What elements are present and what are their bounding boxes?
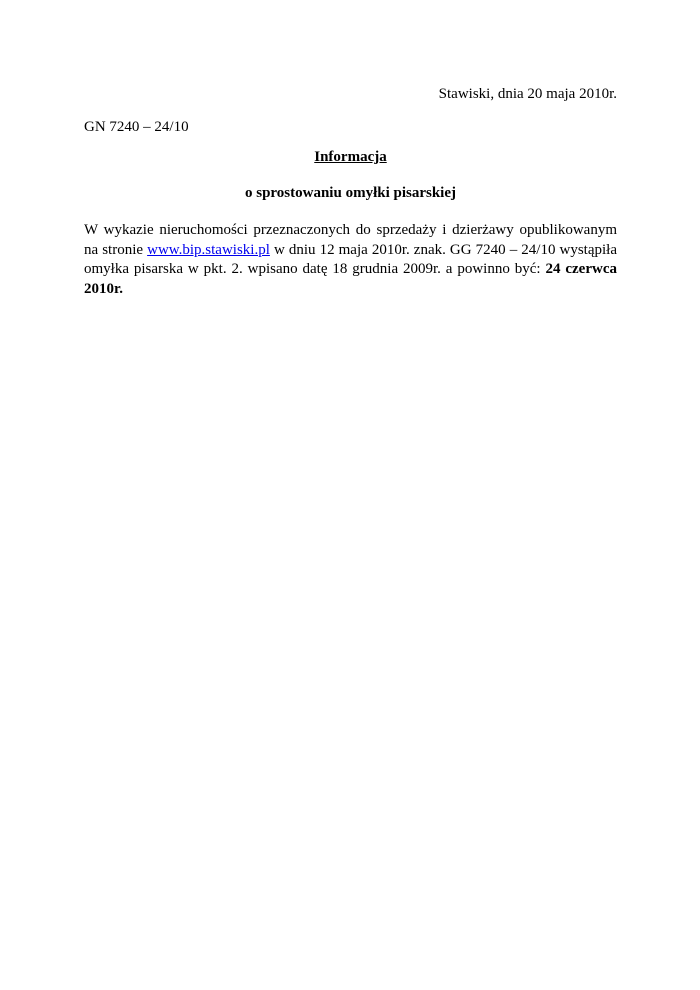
body-paragraph [84, 221, 617, 299]
reference-number: GN 7240 – 24/10 [84, 119, 189, 135]
bip-website-link[interactable]: www.bip.stawiski.pl [147, 241, 270, 258]
document-subtitle: o sprostowaniu omyłki pisarskiej [244, 185, 456, 201]
document-title: Informacja [314, 149, 387, 165]
correct-date: 24 czerwca 2010r. [84, 261, 617, 297]
body-text-part-2: w dniu 12 maja 2010r. znak. GG 7240 – 24/10 wystąpiła omyłka pisarska w pkt. 2. wpisano datę 18 grudnia 2009r. a powinno być: [84, 241, 617, 277]
body-text-part-1: W wykazie nieruchomości przeznaczonych do sprzedaży i dzierżawy opublikowanym na stronie [84, 222, 617, 258]
date-line: Stawiski, dnia 20 maja 2010r. [438, 86, 617, 102]
